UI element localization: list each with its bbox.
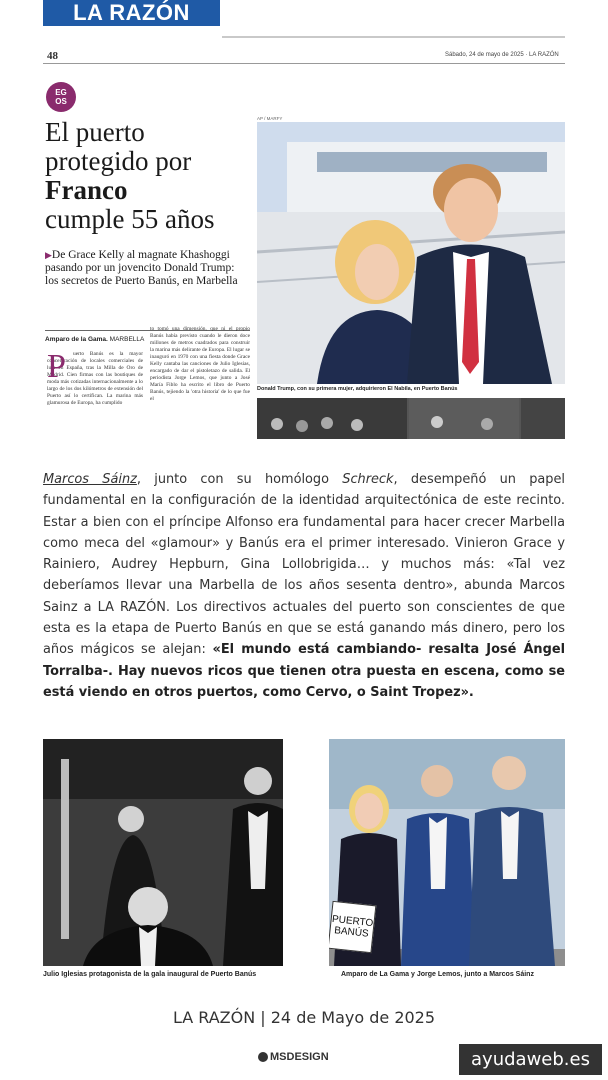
- deck-text: De Grace Kelly al magnate Khashoggi pasando por un jovencito Donald Trump: los secretos de Puerto Banús, en Marbella: [45, 249, 238, 287]
- article-body: [43, 469, 565, 703]
- body-text: , desempeñó un papel fundamental en la configuración de la identidad arquitectónica de este recinto. Estar a bien con el príncipe Alfonso era fundamental para hacer crecer Marbella como meca del «glamour» y Banús era el primer interesado. Vinieron Grace y Rainiero, Audrey Hepburn, Gina Lollobrigida… y muchos más: «Tal vez deberíamos llevar una Marbella de los años sesenta dentro», abunda Marcos Sainz a LA RAZÓN. Los directivos actuales del puerto son conscientes de que esta es la etapa de Puerto Banús en que se está ganando más dinero, pero los años mágicos se alejan:: [43, 472, 566, 658]
- byline: [45, 336, 144, 343]
- masthead-logo: LA RAZÓN: [43, 0, 220, 26]
- design-credit: [258, 1051, 329, 1063]
- byline-place: MARBELLA: [109, 336, 145, 343]
- photo-strip-illustration: [257, 398, 565, 439]
- body-italic-name: Schreck: [342, 472, 394, 487]
- watermark: ayudaweb.es: [459, 1044, 602, 1075]
- header-rule: [43, 63, 565, 64]
- photo-right-caption: Amparo de La Gama y Jorge Lemos, junto a Marcos Sáinz: [341, 971, 534, 978]
- main-photo-trump-couple: [257, 122, 565, 384]
- msdesign-logo-icon: [258, 1052, 268, 1062]
- author-link[interactable]: Marcos Sáinz: [43, 472, 137, 487]
- headline-line: protegido por: [45, 146, 192, 176]
- photo-strip: [257, 398, 565, 439]
- section-badge-top: EG: [55, 88, 67, 97]
- design-credit-text: MSDESIGN: [270, 1051, 329, 1063]
- top-divider: [222, 36, 565, 38]
- body-quote: «El mundo está cambiando- resalta José Ángel Torralba-. Hay nuevos ricos que tienen otra puesta en escena, como se está viendo en otros puertos, como Cervo, o Saint Tropez».: [43, 642, 565, 700]
- photo-credit: AP / MARFY: [257, 116, 283, 121]
- section-badge: [46, 82, 76, 112]
- headline-line: cumple 55 años: [45, 204, 215, 234]
- headline-line: El puerto: [45, 117, 145, 147]
- main-photo-illustration: [257, 122, 565, 384]
- photo-left-caption: Julio Iglesias protagonista de la gala inaugural de Puerto Banús: [43, 971, 257, 978]
- puerto-banus-sign: [329, 901, 376, 953]
- photo-left-illustration: [43, 739, 283, 966]
- headline-line: Franco: [45, 175, 128, 205]
- sign-line: BANÚS: [333, 925, 370, 940]
- article-column-2: to tomó una dimensión, que ni el propio Banús había previsto cuando le dieron doce millones de metros cuadrados para construir la marina más delirante de Europa. El lugar se inauguró en 1970 con una fiesta donde Grace Kelly cantaba las canciones de Julio Iglesias, encargado de dar el pistoletazo de salida. El periodista Jorge Lemos, que junto a José María Fiblo ha escrito el libro de Puerto Banús, tejiendo la 'otra historia' de lo que fue el: [150, 326, 250, 402]
- byline-name: Amparo de la Gama.: [45, 336, 108, 343]
- article-deck: [45, 249, 250, 288]
- footer-text: LA RAZÓN | 24 de Mayo de 2025: [172, 1008, 436, 1027]
- photo-julio-iglesias: [43, 739, 283, 966]
- photo-amparo-lemos-sainz: [329, 739, 565, 966]
- dateline: Sábado, 24 de mayo de 2025 · LA RAZÓN: [445, 52, 559, 58]
- main-photo-caption: Donald Trump, con su primera mujer, adquirieron El Nabila, en Puerto Banús: [257, 386, 458, 392]
- drop-cap: P: [47, 348, 66, 385]
- sign-line: PUERTO: [331, 913, 374, 930]
- article-column-1: uerto Banús es la mayor concentración de locales comerciales de lujo en España, tras la Milla de Oro de Madrid. Cien firmas con las boutiques de moda más cotizadas internacionalmente a lo largo de los dos kilómetros de extensión del Puerto así lo certifican. La marina más glamurosa de Europa, ha cumplido: [47, 351, 143, 406]
- triangle-bullet-icon: ▶: [45, 250, 52, 260]
- page-number: 48: [47, 50, 58, 62]
- section-badge-bottom: OS: [55, 97, 67, 106]
- body-text: , junto con su homólogo: [136, 472, 343, 487]
- article-headline: [45, 118, 250, 234]
